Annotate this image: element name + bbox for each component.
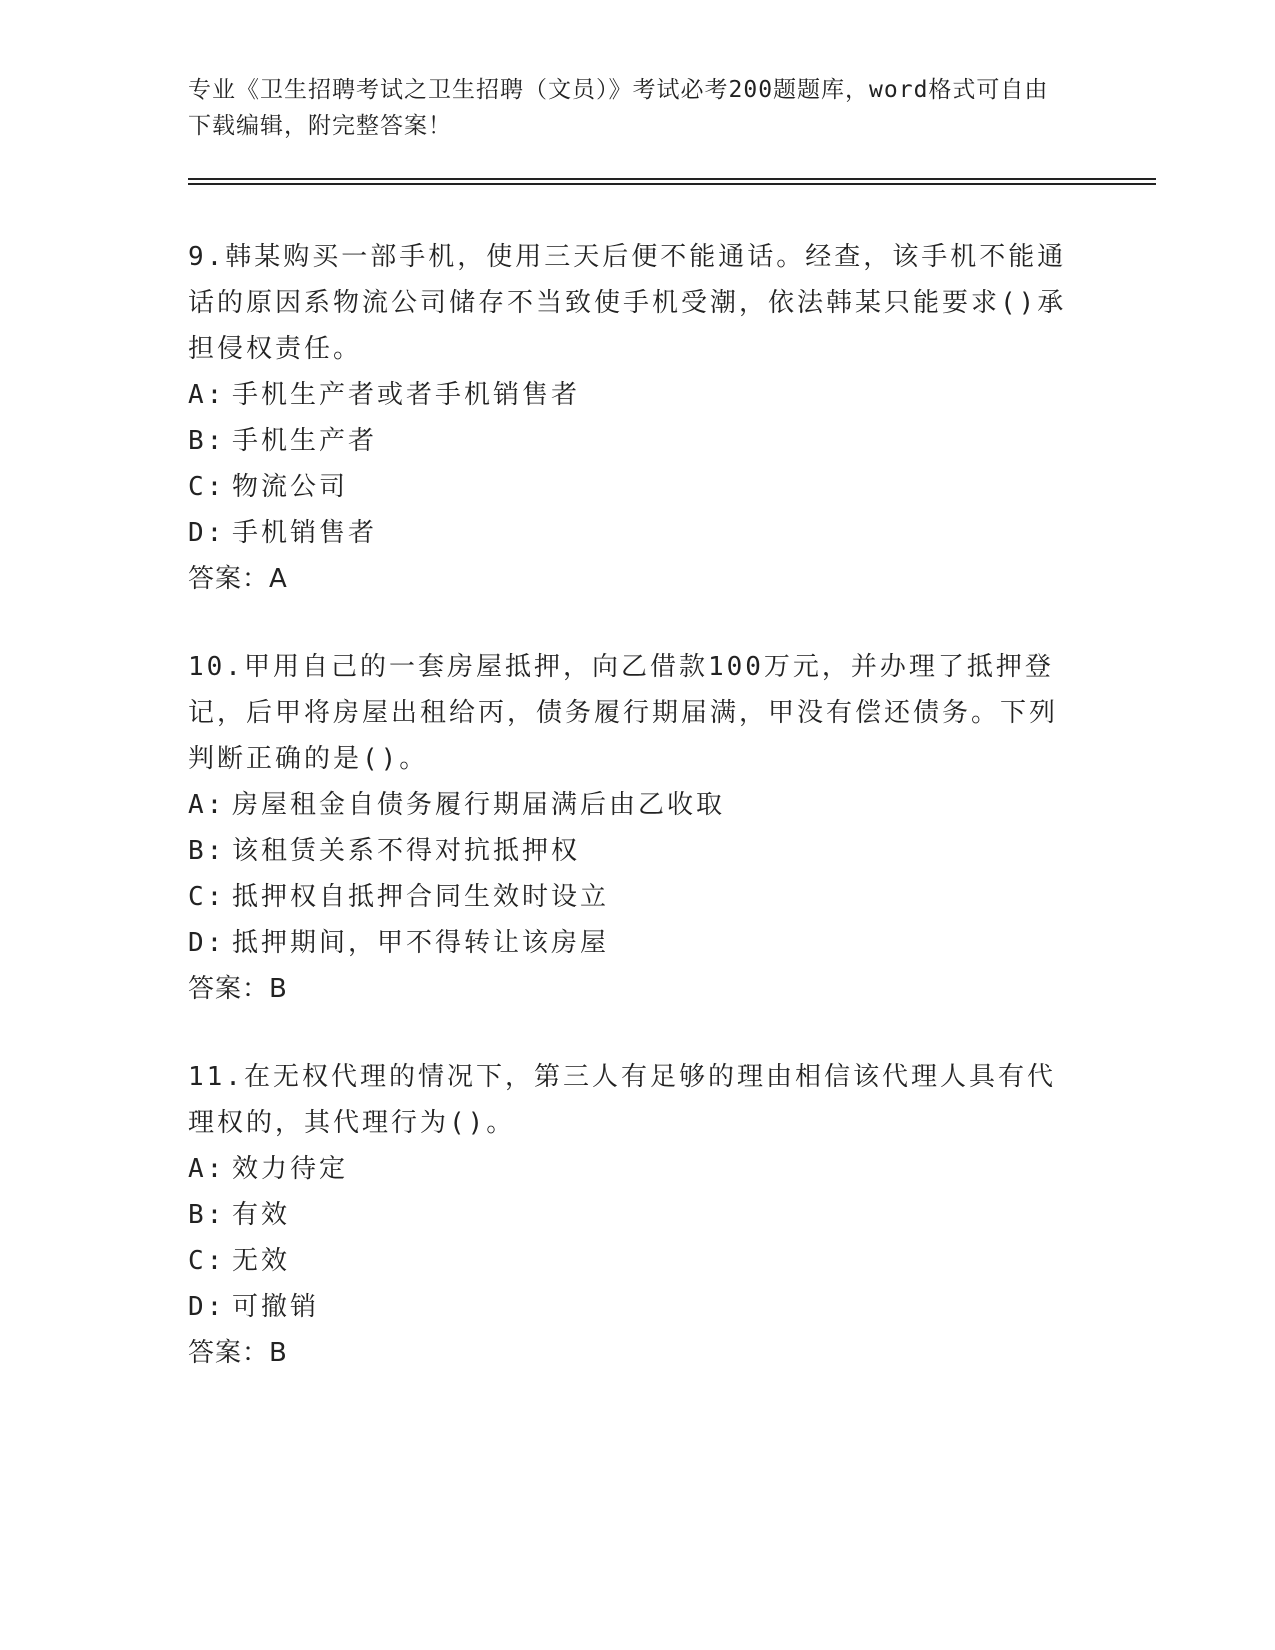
option-b [188,828,1078,874]
option-c [188,1238,1078,1284]
question-10 [188,644,1078,1012]
option-c [188,464,1078,510]
option-d [188,510,1078,556]
option-letter: A: [188,380,226,410]
header-rule-bottom [188,183,1156,185]
option-letter: C: [188,472,226,502]
option-text: 物流公司 [232,472,349,502]
answer-line: 答案：A [188,564,288,594]
option-a [188,782,1078,828]
option-a [188,372,1078,418]
answer-line: 答案：B [188,974,288,1004]
option-letter: C: [188,882,226,912]
option-b [188,418,1078,464]
option-text: 效力待定 [232,1154,349,1184]
option-letter: D: [188,928,226,958]
option-letter: D: [188,1292,226,1322]
option-c [188,874,1078,920]
question-stem: 9.韩某购买一部手机，使用三天后便不能通话。经查，该手机不能通话的原因系物流公司储存不当致使手机受潮，依法韩某只能要求()承担侵权责任。 [188,242,1067,364]
option-letter: A: [188,790,226,820]
question-stem: 10.甲用自己的一套房屋抵押，向乙借款100万元，并办理了抵押登记，后甲将房屋出租给丙，债务履行期届满，甲没有偿还债务。下列判断正确的是()。 [188,652,1059,774]
header-rule-top [188,178,1156,180]
option-letter: B: [188,1200,226,1230]
option-text: 手机销售者 [232,518,378,548]
option-text: 无效 [232,1246,291,1276]
option-d [188,1284,1078,1330]
option-letter: A: [188,1154,226,1184]
option-text: 手机生产者 [232,426,378,456]
option-letter: C: [188,1246,226,1276]
option-text: 手机生产者或者手机销售者 [232,380,581,410]
document-header: 专业《卫生招聘考试之卫生招聘（文员）》考试必考200题题库，word格式可自由下载编辑，附完整答案！ [188,77,1049,139]
question-9 [188,234,1078,602]
option-d [188,920,1078,966]
option-letter: B: [188,836,226,866]
question-stem: 11.在无权代理的情况下，第三人有足够的理由相信该代理人具有代理权的，其代理行为()。 [188,1062,1056,1138]
answer-line: 答案：B [188,1338,288,1368]
option-text: 该租赁关系不得对抗抵押权 [232,836,581,866]
question-11 [188,1054,1078,1376]
option-text: 房屋租金自债务履行期届满后由乙收取 [232,790,726,820]
option-letter: B: [188,426,226,456]
option-text: 有效 [232,1200,291,1230]
option-letter: D: [188,518,226,548]
option-text: 抵押权自抵押合同生效时设立 [232,882,610,912]
option-text: 抵押期间，甲不得转让该房屋 [232,928,610,958]
option-b [188,1192,1078,1238]
option-text: 可撤销 [232,1292,320,1322]
option-a [188,1146,1078,1192]
